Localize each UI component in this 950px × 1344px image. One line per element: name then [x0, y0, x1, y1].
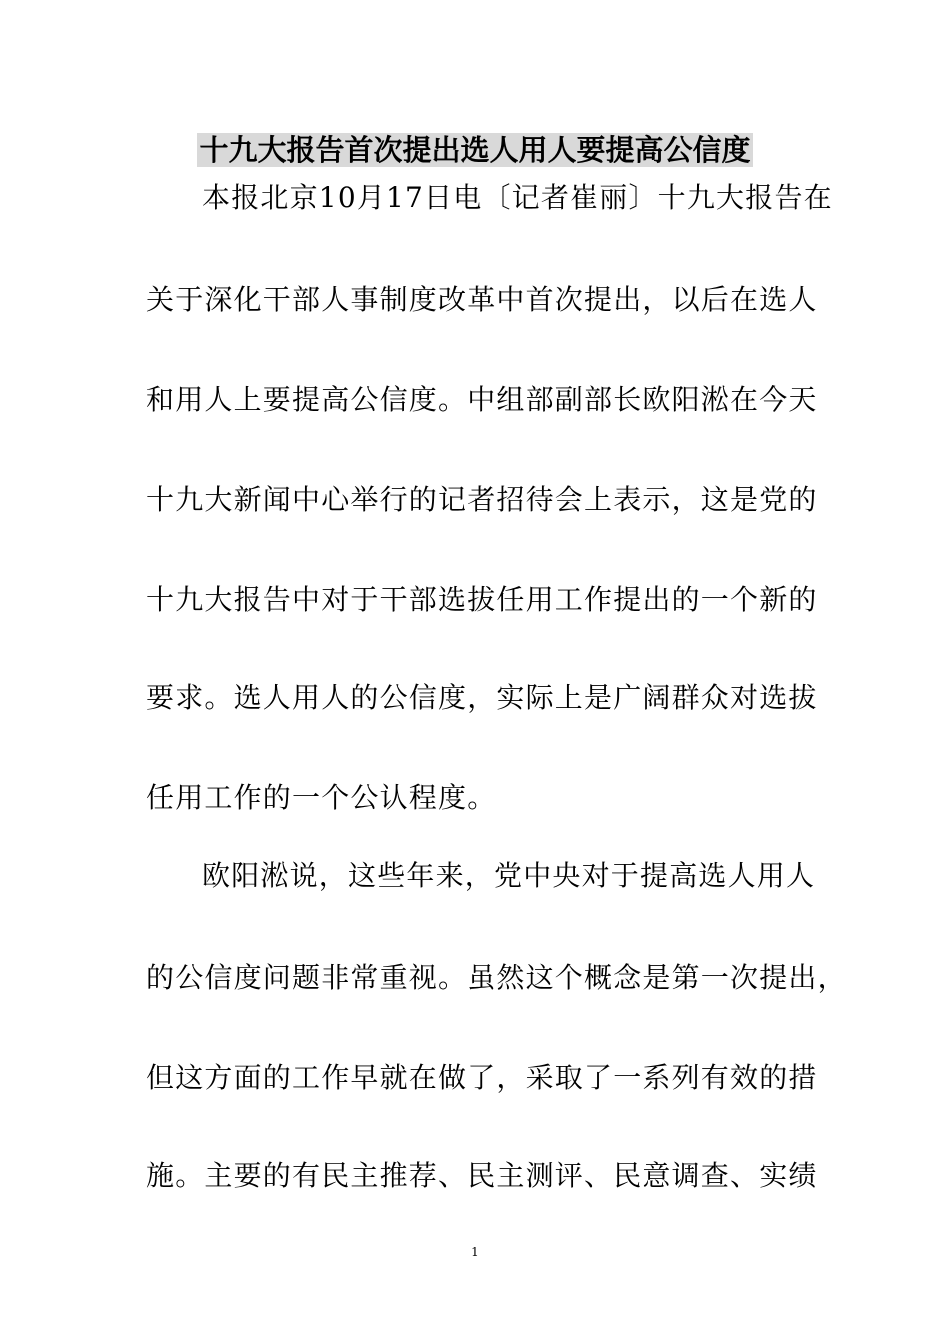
body-line-5: 十九大报告中对于干部选拔任用工作提出的一个新的 [146, 583, 818, 616]
body-line-4: 十九大新闻中心举行的记者招待会上表示，这是党的 [146, 483, 818, 516]
body-line-11: 施。主要的有民主推荐、民主测评、民意调查、实绩 [146, 1159, 818, 1192]
body-line-9: 的公信度问题非常重视。虽然这个概念是第一次提出， [146, 961, 847, 994]
document-title-text: 十九大报告首次提出选人用人要提高公信度 [199, 133, 751, 167]
body-line-1: 本报北京10月17日电〔记者崔丽〕十九大报告在 [202, 181, 833, 214]
page-number: 1 [471, 1245, 479, 1259]
body-line-6: 要求。选人用人的公信度，实际上是广阔群众对选拔 [146, 681, 818, 714]
body-line-8: 欧阳淞说，这些年来，党中央对于提高选人用人 [202, 859, 816, 892]
body-line-7: 任用工作的一个公认程度。 [146, 781, 497, 814]
body-line-2: 关于深化干部人事制度改革中首次提出，以后在选人 [146, 283, 818, 316]
body-line-3: 和用人上要提高公信度。中组部副部长欧阳淞在今天 [146, 383, 818, 416]
document-title [0, 128, 950, 172]
body-line-10: 但这方面的工作早就在做了，采取了一系列有效的措 [146, 1061, 818, 1094]
